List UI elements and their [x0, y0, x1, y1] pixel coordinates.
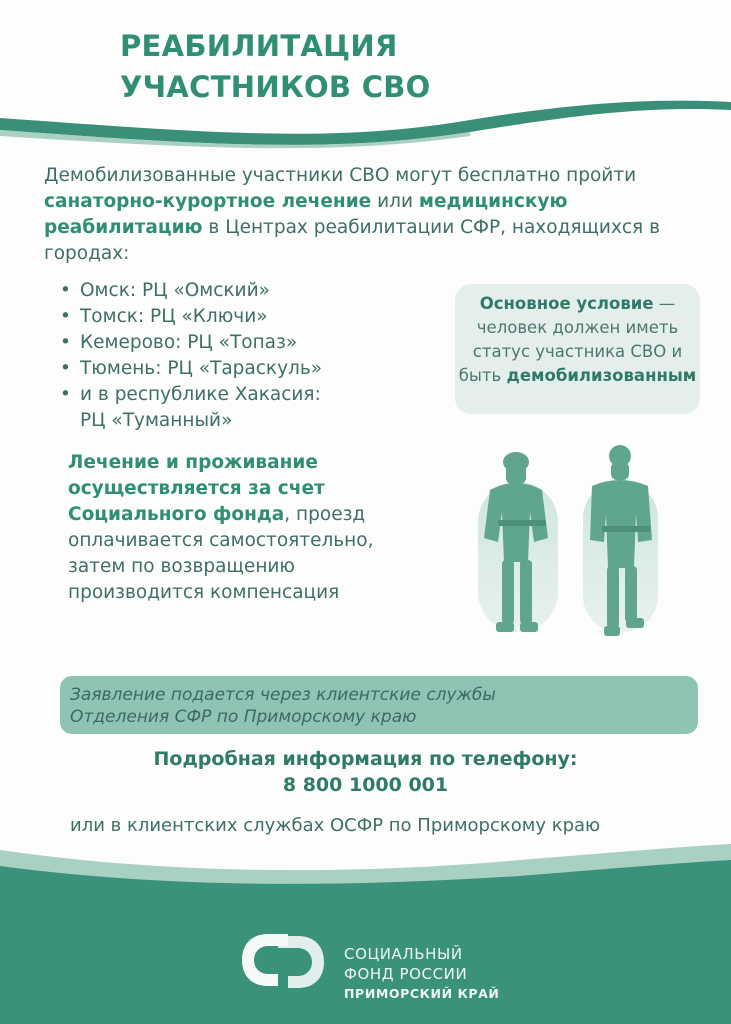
- fund-name-line-1: СОЦИАЛЬНЫЙ: [344, 945, 463, 963]
- city-list: [60, 278, 322, 434]
- info-title: Подробная информация по телефону:: [153, 748, 578, 770]
- fund-name: [344, 944, 500, 1004]
- payment-text: , проезд оплачивается самостоятельно, затем по возвращению производится компенсация: [68, 504, 374, 603]
- list-item-text: и в республике Хакасия:: [80, 384, 321, 405]
- list-item: • Омск: РЦ «Омский»: [60, 278, 322, 304]
- fund-name-line-2: ФОНД РОССИИ: [344, 965, 468, 983]
- title-line-2: УЧАСТНИКОВ СВО: [120, 70, 431, 104]
- title-line-1: РЕАБИЛИТАЦИЯ: [120, 29, 398, 63]
- list-item: [60, 382, 322, 434]
- sfr-logo-icon: [238, 928, 328, 994]
- fund-region: ПРИМОРСКИЙ КРАЙ: [344, 986, 500, 1001]
- contact-info: [0, 746, 731, 798]
- list-item: • Кемерово: РЦ «Топаз»: [60, 330, 322, 356]
- condition-bold-title: Основное условие: [479, 294, 654, 313]
- intro-paragraph: [44, 163, 714, 267]
- list-item: • Томск: РЦ «Ключи»: [60, 304, 322, 330]
- intro-text-1: Демобилизованные участники СВО могут бесплатно пройти: [44, 165, 637, 186]
- list-item: • Тюмень: РЦ «Тараскуль»: [60, 356, 322, 382]
- payment-paragraph: [68, 450, 388, 606]
- intro-bold-rehab: медицинскую реабилитацию: [44, 191, 568, 238]
- condition-text: — человек должен иметь статус участника СВО и быть: [458, 294, 683, 385]
- intro-bold-sanatorium: санаторно-курортное лечение: [44, 191, 372, 212]
- application-info-box: [60, 676, 698, 734]
- list-item-continuation: РЦ «Туманный»: [80, 410, 233, 431]
- soldiers-illustration: [468, 442, 668, 652]
- client-services-note: или в клиентских службах ОСФР по Приморскому краю: [70, 815, 601, 836]
- intro-text-2: или: [371, 191, 419, 212]
- apply-line-1: Заявление подается через клиентские службы: [70, 685, 496, 705]
- phone-number: 8 800 1000 001: [282, 774, 449, 796]
- main-condition-box: [455, 284, 700, 414]
- condition-bold-demobilized: демобилизованным: [506, 366, 697, 385]
- intro-text-3: в Центрах реабилитации СФР, находящихся в городах:: [44, 217, 660, 264]
- payment-bold: Лечение и проживание осуществляется за счет Социального фонда: [68, 452, 325, 525]
- top-wave-decoration: [0, 92, 731, 152]
- apply-line-2: Отделения СФР по Приморскому краю: [70, 707, 417, 727]
